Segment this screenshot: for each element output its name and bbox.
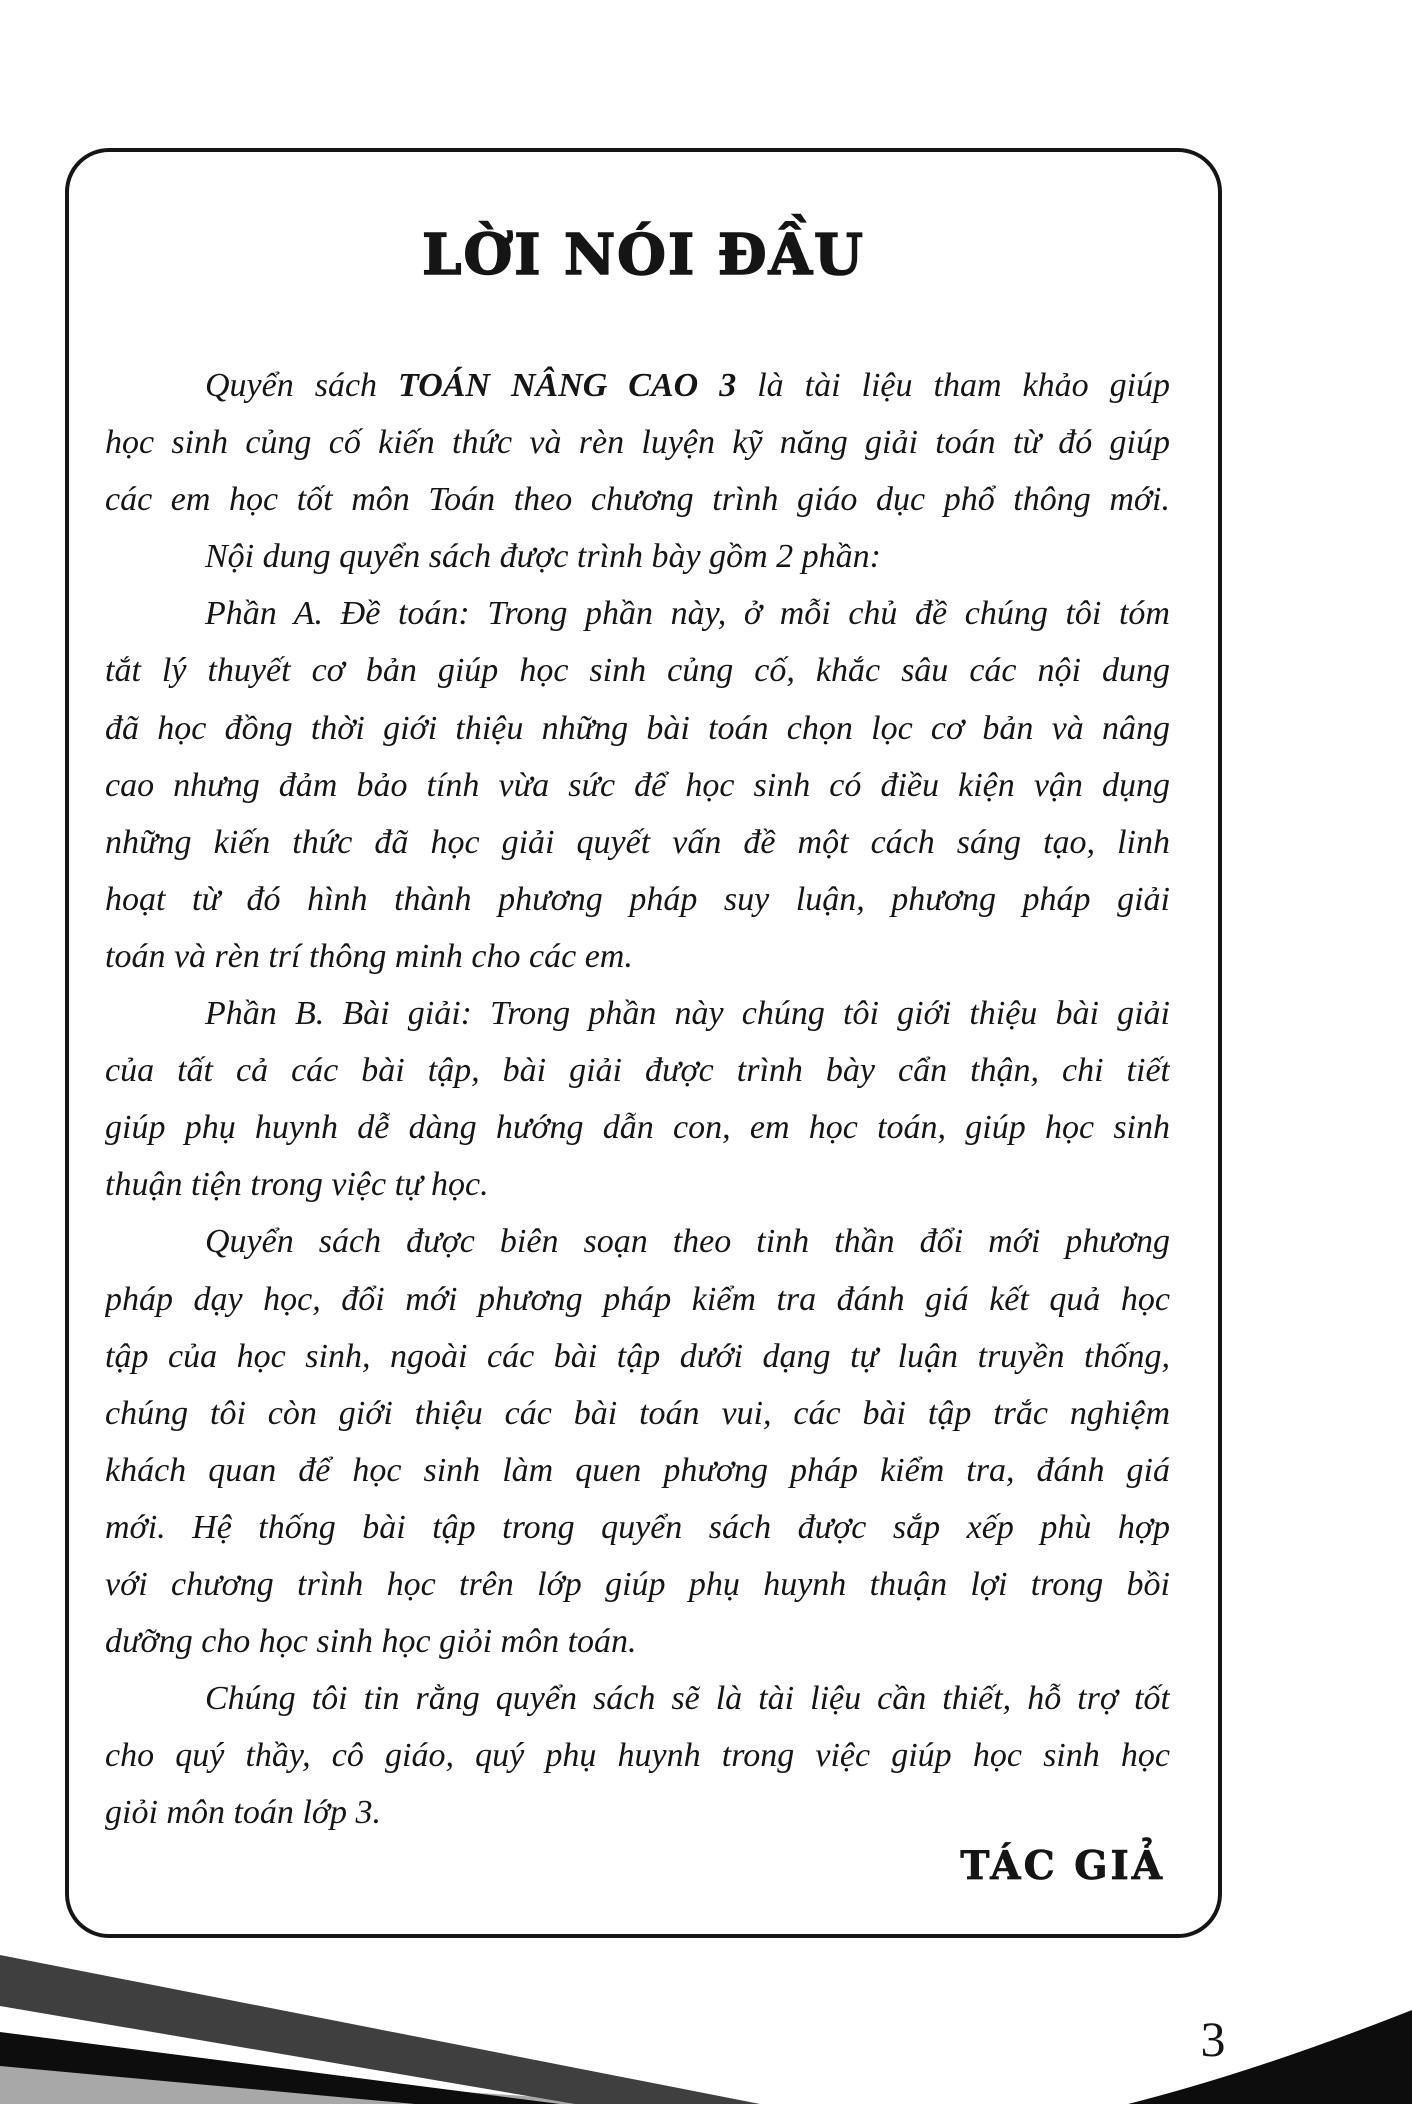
author-signature: TÁC GIẢ <box>960 1843 1165 1889</box>
text-line: giúp phụ huynh dễ dàng hướng dẫn con, em học toán, giúp học sinh <box>105 1109 1170 1147</box>
text-line: tắt lý thuyết cơ bản giúp học sinh củng cố, khắc sâu các nội dung <box>105 652 1170 690</box>
text-line: các em học tốt môn Toán theo chương trình giáo dục phổ thông mới. <box>105 481 1170 519</box>
text-line: Quyển sách được biên soạn theo tinh thần đổi mới phương <box>205 1223 1170 1261</box>
text-line: những kiến thức đã học giải quyết vấn đề một cách sáng tạo, linh <box>105 823 1170 861</box>
text-line: Nội dung quyển sách được trình bày gồm 2 phần: <box>205 538 881 576</box>
text-line: cao nhưng đảm bảo tính vừa sức để học sinh có điều kiện vận dụng <box>105 766 1170 804</box>
text-line: pháp dạy học, đổi mới phương pháp kiểm tra đánh giá kết quả học <box>105 1280 1170 1318</box>
text-line: hoạt từ đó hình thành phương pháp suy luận, phương pháp giải <box>105 880 1170 918</box>
text-line: với chương trình học trên lớp giúp phụ huynh thuận lợi trong bồi <box>105 1565 1170 1603</box>
book-title-emphasis: TOÁN NÂNG CAO 3 <box>398 367 737 404</box>
text-line: cho quý thầy, cô giáo, quý phụ huynh trong việc giúp học sinh học <box>105 1737 1170 1775</box>
text-line: khách quan để học sinh làm quen phương pháp kiểm tra, đánh giá <box>105 1451 1170 1489</box>
text-line: học sinh củng cố kiến thức và rèn luyện kỹ năng giải toán từ đó giúp <box>105 424 1170 462</box>
decorative-corner-swooshes <box>0 1940 1412 2104</box>
text-line: tập của học sinh, ngoài các bài tập dưới dạng tự luận truyền thống, <box>105 1337 1170 1375</box>
page-title: LỜI NÓI ĐẦU <box>422 222 865 288</box>
text-line: Chúng tôi tin rằng quyển sách sẽ là tài liệu cần thiết, hỗ trợ tốt <box>205 1680 1170 1718</box>
text-line: đã học đồng thời giới thiệu những bài toán chọn lọc cơ bản và nâng <box>105 709 1170 747</box>
intro-suffix: là tài liệu tham khảo giúp <box>736 367 1170 404</box>
intro-prefix: Quyển sách <box>205 367 399 404</box>
text-line: Phần A. Đề toán: Trong phần này, ở mỗi chủ đề chúng tôi tóm <box>205 595 1170 633</box>
text-line: mới. Hệ thống bài tập trong quyển sách được sắp xếp phù hợp <box>105 1508 1170 1546</box>
text-line: toán và rèn trí thông minh cho các em. <box>105 937 633 975</box>
text-line: Phần B. Bài giải: Trong phần này chúng tôi giới thiệu bài giải <box>205 995 1170 1033</box>
text-line: dưỡng cho học sinh học giỏi môn toán. <box>105 1623 637 1661</box>
text-line: thuận tiện trong việc tự học. <box>105 1166 489 1204</box>
foreword-text <box>105 357 1170 1841</box>
bottom-right-black-wave <box>1128 2010 1412 2104</box>
text-line: của tất cả các bài tập, bài giải được trình bày cẩn thận, chi tiết <box>105 1052 1170 1090</box>
text-line <box>105 357 1170 414</box>
page-number: 3 <box>1200 2011 1226 2067</box>
text-line: chúng tôi còn giới thiệu các bài toán vui, các bài tập trắc nghiệm <box>105 1394 1170 1432</box>
text-line: giỏi môn toán lớp 3. <box>105 1794 381 1832</box>
